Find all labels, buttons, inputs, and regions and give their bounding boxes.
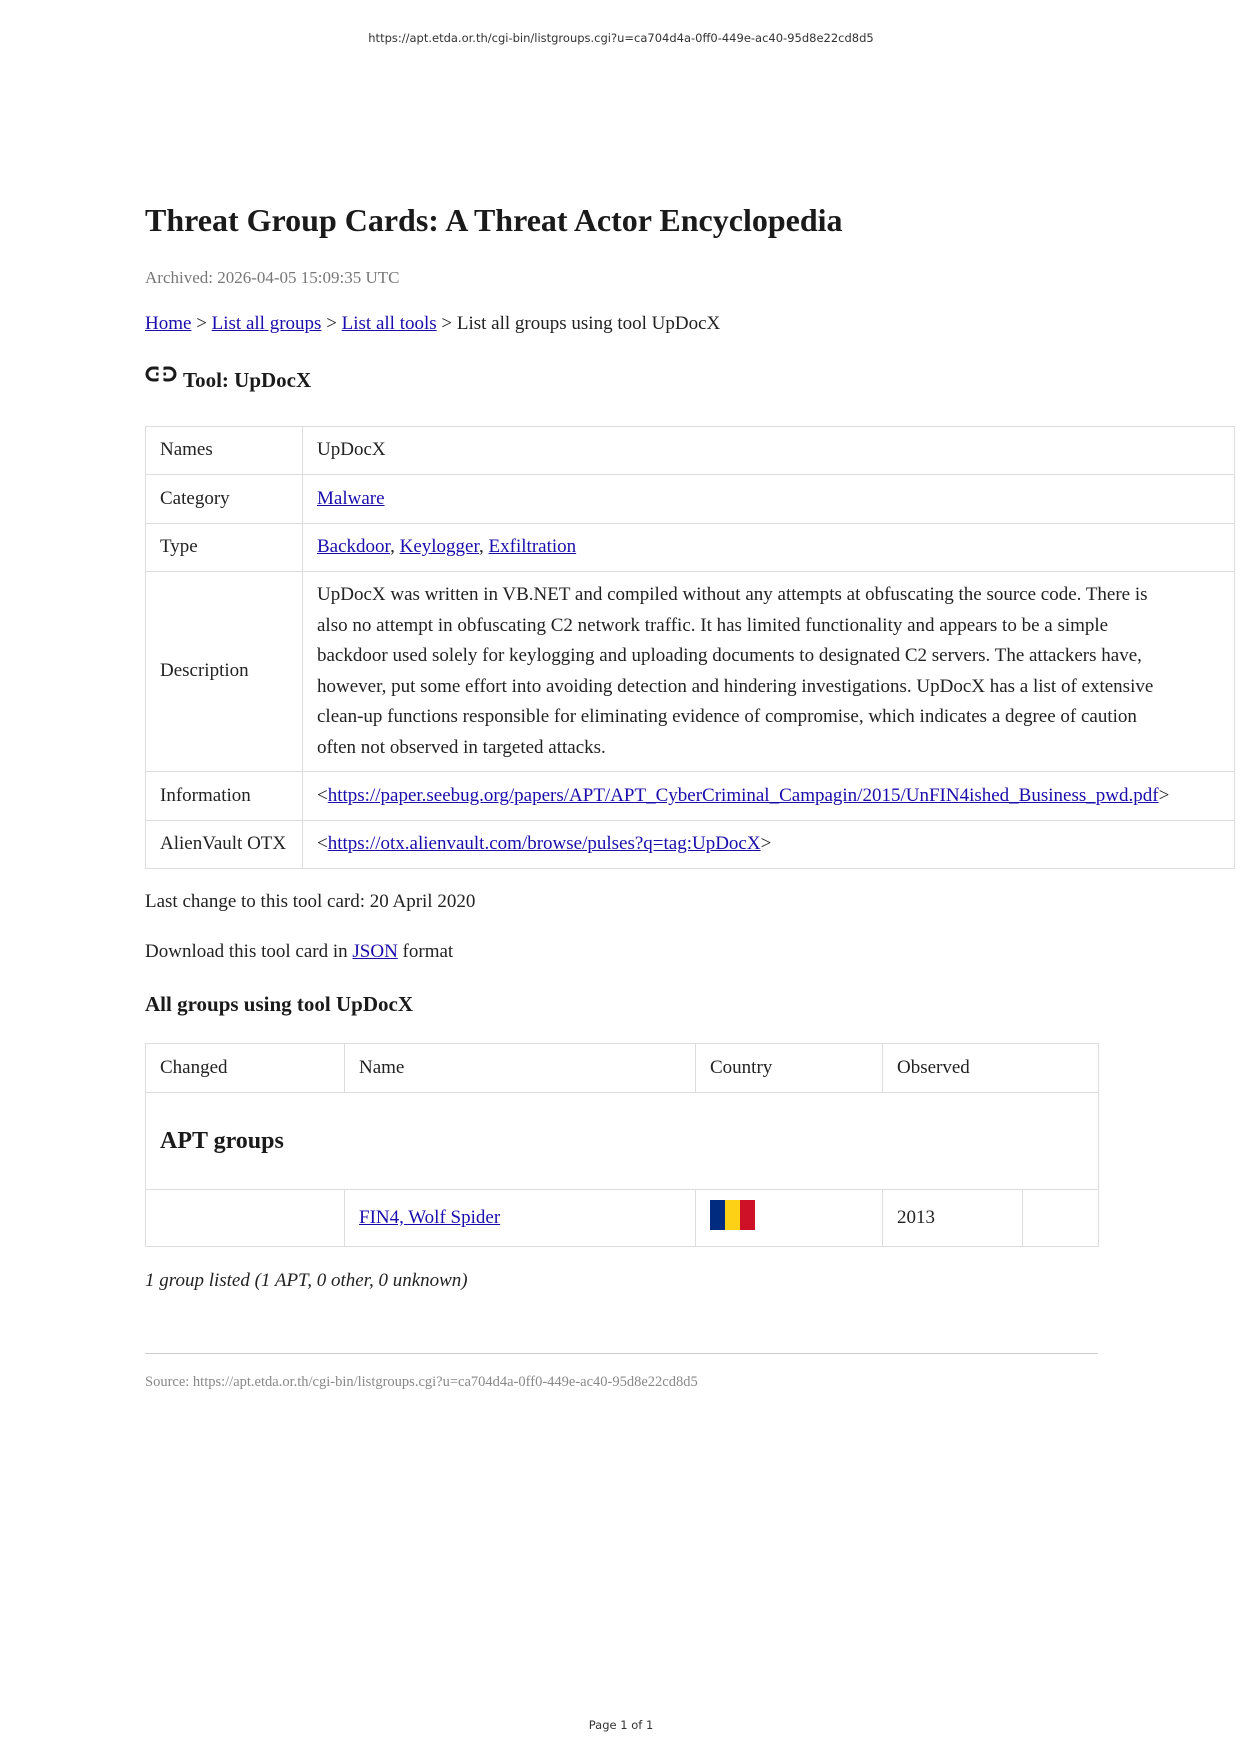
angle-close: > <box>760 833 772 855</box>
angle-open: < <box>317 784 328 806</box>
information-link[interactable]: https://paper.seebug.org/papers/APT/APT_CyberCriminal_Campagin/2015/UnFIN4ished_Business_pwd.pdf <box>327 784 1159 806</box>
column-header-observed: Observed <box>883 1044 1099 1093</box>
type-label: Type <box>146 524 303 572</box>
table-row <box>146 772 1235 821</box>
download-line <box>145 941 453 963</box>
column-header-country: Country <box>696 1044 883 1093</box>
otx-cell <box>303 821 1235 869</box>
group-name-link[interactable]: FIN4, Wolf Spider <box>359 1207 501 1228</box>
group-changed-cell <box>146 1190 345 1247</box>
link-icon[interactable] <box>145 363 177 387</box>
breadcrumb-separator: > <box>321 313 342 334</box>
last-change-text: Last change to this tool card: 20 April 2020 <box>145 891 476 912</box>
group-extra-cell <box>1023 1190 1099 1247</box>
type-backdoor-link[interactable]: Backdoor <box>317 536 391 558</box>
print-footer-page-number: Page 1 of 1 <box>588 1718 654 1732</box>
angle-close: > <box>1158 784 1170 806</box>
breadcrumb-groups-link[interactable]: List all groups <box>211 313 322 334</box>
section-row <box>146 1093 1099 1190</box>
table-row <box>146 572 1235 772</box>
type-keylogger-link[interactable]: Keylogger <box>399 536 480 558</box>
type-separator: , <box>479 536 489 558</box>
column-header-name: Name <box>345 1044 696 1093</box>
information-label: Information <box>146 772 303 821</box>
groups-heading: All groups using tool UpDocX <box>145 992 413 1016</box>
flag-stripe <box>710 1200 725 1230</box>
breadcrumb-home-link[interactable]: Home <box>145 313 192 334</box>
download-before: Download this tool card in <box>145 941 353 962</box>
table-row <box>146 821 1235 869</box>
breadcrumb-current: > List all groups using tool UpDocX <box>436 313 721 334</box>
category-label: Category <box>146 475 303 524</box>
breadcrumb-separator: > <box>191 313 212 334</box>
source-url: Source: https://apt.etda.or.th/cgi-bin/listgroups.cgi?u=ca704d4a-0ff0-449e-ac40-95d8e22cd8d5 <box>145 1374 698 1390</box>
tool-details-table <box>145 426 1235 869</box>
section-title: APT groups <box>146 1093 1099 1190</box>
breadcrumb <box>145 313 720 335</box>
groups-summary: 1 group listed (1 APT, 0 other, 0 unknown) <box>145 1270 468 1291</box>
type-exfiltration-link[interactable]: Exfiltration <box>488 536 577 558</box>
group-name-cell <box>345 1190 696 1247</box>
archived-timestamp: Archived: 2026-04-05 15:09:35 UTC <box>145 268 400 287</box>
page-title: Threat Group Cards: A Threat Actor Encyclopedia <box>145 202 843 238</box>
names-label: Names <box>146 427 303 475</box>
download-after: format <box>397 941 454 962</box>
description-value <box>303 572 1235 772</box>
flag-stripe <box>740 1200 755 1230</box>
tool-heading <box>145 368 311 393</box>
table-row <box>146 475 1235 524</box>
table-row <box>146 427 1235 475</box>
table-row <box>146 524 1235 572</box>
information-cell <box>303 772 1235 821</box>
description-text: UpDocX was written in VB.NET and compiled without any attempts at obfuscating the source code. There is also no attempt in obfuscating C2 network traffic. It has limited functionality and appears to be a simple backdoor used solely for keylogging and uploading documents to designated C2 servers. The attackers have, however, put some effort into avoiding detection and hindering investigations. UpDocX has a list of extensive clean-up functions responsible for eliminating evidence of compromise, which indicates a degree of caution often not observed in targeted attacks. <box>317 584 1154 758</box>
names-value: UpDocX <box>303 427 1235 475</box>
type-cell <box>303 524 1235 572</box>
breadcrumb-tools-link[interactable]: List all tools <box>341 313 437 334</box>
tool-table-wrapper <box>145 426 1170 869</box>
groups-table <box>145 1043 1099 1247</box>
table-row <box>146 1190 1099 1247</box>
flag-stripe <box>725 1200 740 1230</box>
tool-heading-text: Tool: UpDocX <box>183 368 312 392</box>
category-cell <box>303 475 1235 524</box>
print-header-url: https://apt.etda.or.th/cgi-bin/listgroups.cgi?u=ca704d4a-0ff0-449e-ac40-95d8e22cd8d5 <box>368 31 874 45</box>
group-country-cell <box>696 1190 883 1247</box>
description-label: Description <box>146 572 303 772</box>
otx-link[interactable]: https://otx.alienvault.com/browse/pulses?q=tag:UpDocX <box>327 833 761 855</box>
table-header-row <box>146 1044 1099 1093</box>
column-header-changed: Changed <box>146 1044 345 1093</box>
angle-open: < <box>317 833 328 855</box>
category-malware-link[interactable]: Malware <box>317 487 385 509</box>
group-observed-cell: 2013 <box>883 1190 1023 1247</box>
otx-label: AlienVault OTX <box>146 821 303 869</box>
type-separator: , <box>390 536 400 558</box>
romania-flag-icon <box>710 1200 755 1230</box>
divider <box>145 1353 1098 1354</box>
json-download-link[interactable]: JSON <box>352 941 398 962</box>
